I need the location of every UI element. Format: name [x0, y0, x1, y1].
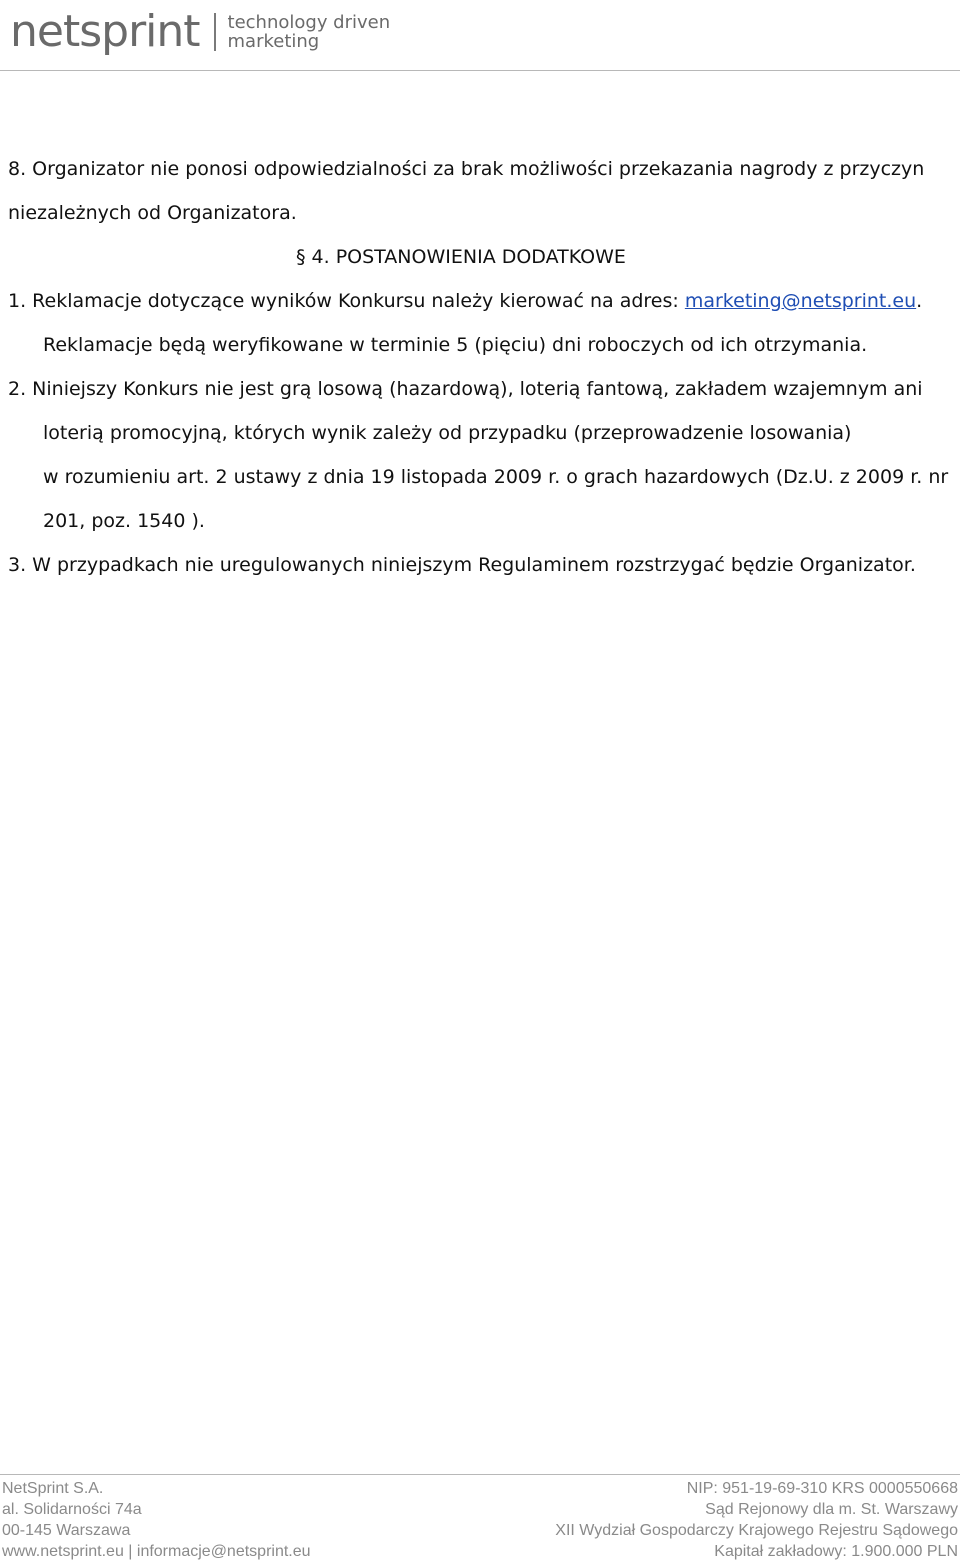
- footer-street: al. Solidarności 74a: [2, 1501, 142, 1518]
- tagline-line-2: marketing: [227, 31, 320, 52]
- footer-contact: www.netsprint.eu | informacje@netsprint.eu: [2, 1543, 311, 1560]
- logo-wordmark: netsprint: [10, 6, 200, 57]
- paragraph-3-line-1: 3. W przypadkach nie uregulowanych niniejszym Regulaminem rozstrzygać będzie Organizator.: [8, 554, 916, 576]
- paragraph-1-line-1: [8, 288, 922, 314]
- footer-divider: [0, 1474, 960, 1475]
- footer-registry: XII Wydział Gospodarczy Krajowego Rejestru Sądowego: [555, 1522, 958, 1539]
- paragraph-2-line-2: loterią promocyjną, których wynik zależy od przypadku (przeprowadzenie losowania): [43, 422, 852, 444]
- paragraph-1-prefix: 1. Reklamacje dotyczące wyników Konkursu należy kierować na adres:: [8, 290, 685, 312]
- footer-nip-krs: NIP: 951-19-69-310 KRS 0000550668: [686, 1480, 958, 1497]
- tagline-line-1: technology driven: [227, 12, 391, 33]
- email-link[interactable]: marketing@netsprint.eu: [684, 290, 917, 312]
- footer-capital: Kapitał zakładowy: 1.900.000 PLN: [714, 1543, 958, 1560]
- paragraph-2-line-4: 201, poz. 1540 ).: [43, 510, 205, 532]
- page-footer: [0, 1478, 960, 1564]
- footer-city: 00-145 Warszawa: [2, 1522, 131, 1539]
- footer-company-name: NetSprint S.A.: [2, 1480, 104, 1497]
- paragraph-2-line-1: 2. Niniejszy Konkurs nie jest grą losową (hazardową), loterią fantową, zakładem wzajemnym ani: [8, 378, 923, 400]
- paragraph-1-suffix: .: [916, 290, 923, 312]
- paragraph-2-line-3: w rozumieniu art. 2 ustawy z dnia 19 listopada 2009 r. o grach hazardowych (Dz.U. z 2009 r. nr: [43, 466, 949, 488]
- paragraph-8-line-1: 8. Organizator nie ponosi odpowiedzialności za brak możliwości przekazania nagrody z przyczyn: [8, 158, 925, 180]
- section-heading: § 4. POSTANOWIENIA DODATKOWE: [296, 246, 626, 268]
- netsprint-logo: [10, 2, 390, 62]
- footer-court: Sąd Rejonowy dla m. St. Warszawy: [705, 1501, 958, 1518]
- header-divider: [0, 70, 960, 71]
- logo-tagline: [228, 13, 391, 51]
- paragraph-1-line-2: Reklamacje będą weryfikowane w terminie 5 (pięciu) dni roboczych od ich otrzymania.: [43, 334, 868, 356]
- logo-separator: [214, 13, 216, 51]
- paragraph-8-line-2: niezależnych od Organizatora.: [8, 202, 297, 224]
- page-header: [0, 0, 960, 72]
